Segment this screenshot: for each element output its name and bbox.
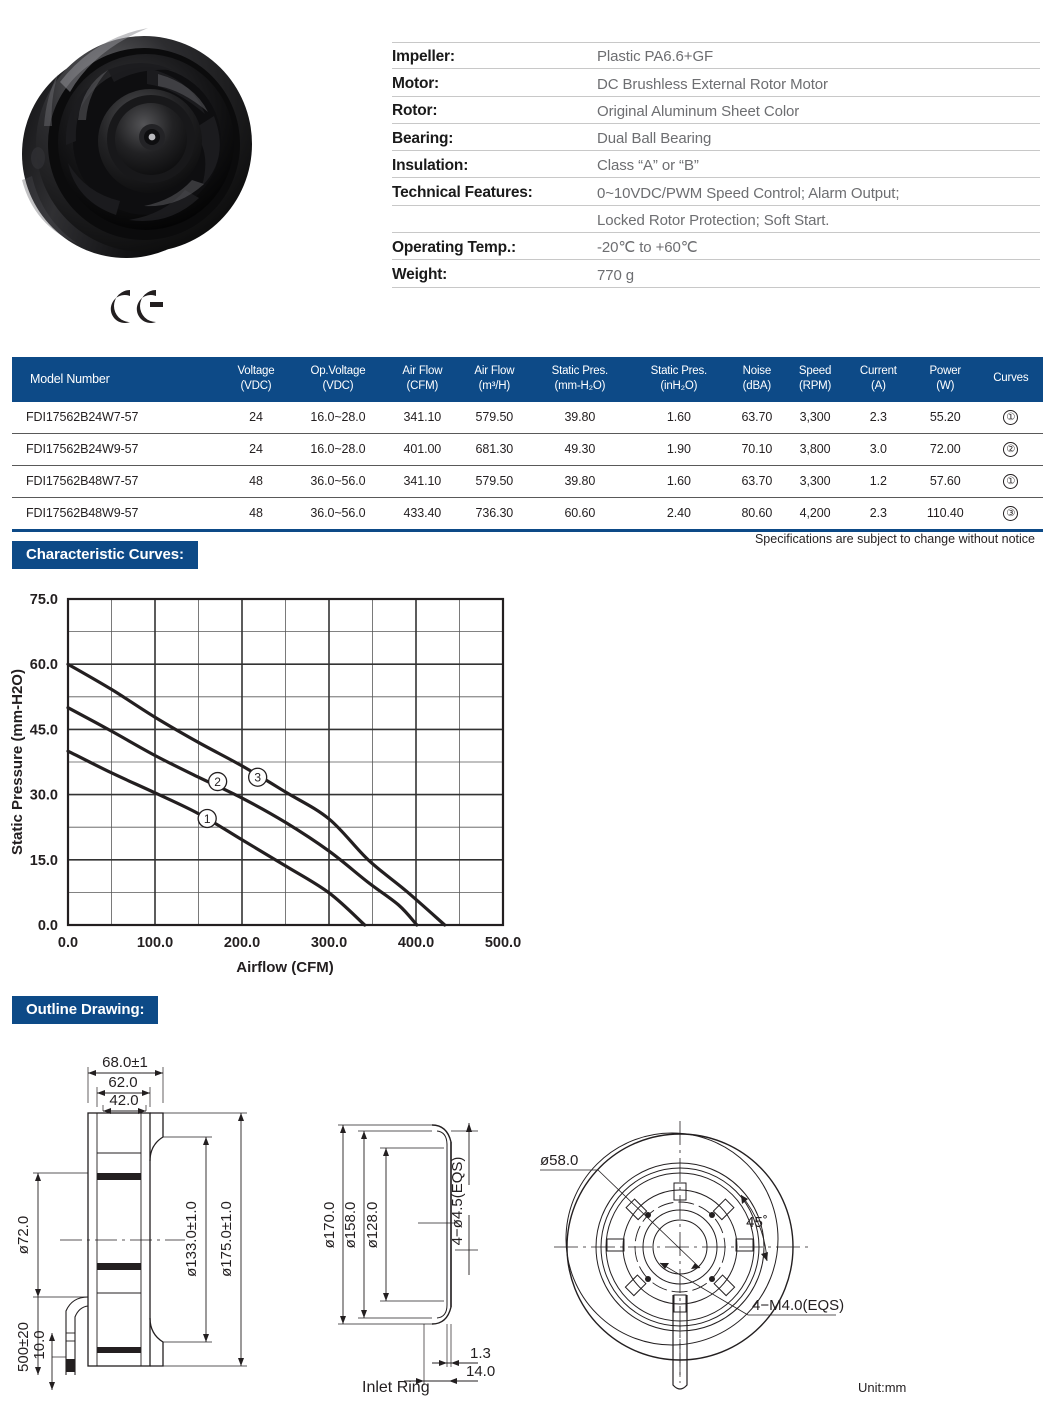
cell-curve — [979, 433, 1043, 465]
dim-d72: ø72.0 — [15, 1215, 32, 1255]
spec-row — [392, 233, 1040, 260]
ce-mark-icon — [108, 285, 178, 327]
dim-4m4eqs: 4−M4.0(EQS) — [752, 1297, 845, 1314]
chart-x-tick: 100.0 — [136, 935, 174, 951]
dim-45deg: 45˚ — [746, 1214, 768, 1231]
outline-drawings — [0, 1025, 1043, 1427]
cell-airflow-cfm: 401.00 — [386, 433, 458, 465]
disclaimer-text: Specifications are subject to change without notice — [754, 532, 1035, 546]
section-header-characteristic-curves: Characteristic Curves: — [12, 541, 198, 569]
cell-speed: 3,300 — [785, 402, 844, 434]
spec-label: Rotor: — [392, 102, 438, 120]
model-data-table — [12, 357, 1043, 532]
spec-label — [392, 228, 597, 232]
dim-d158: ø158.0 — [342, 1201, 359, 1249]
spec-row — [392, 42, 1040, 69]
cell-noise: 63.70 — [728, 465, 785, 497]
cell-current: 3.0 — [845, 433, 912, 465]
spec-value: 770 g — [597, 266, 635, 284]
dim-d128: ø128.0 — [364, 1201, 381, 1249]
col-noise: Noise (dBA) — [728, 357, 785, 402]
chart-y-tick: 30.0 — [29, 787, 58, 804]
chart-curve-markers — [198, 768, 266, 827]
dim-42: 42.0 — [109, 1092, 139, 1109]
chart-x-tick: 300.0 — [310, 935, 348, 951]
spec-value: Dual Ball Bearing — [597, 130, 712, 148]
spec-value: Original Aluminum Sheet Color — [597, 102, 800, 120]
dim-13: 1.3 — [470, 1345, 491, 1362]
cell-sp-mm: 39.80 — [530, 465, 629, 497]
cell-airflow-cfm: 341.10 — [386, 465, 458, 497]
specification-table — [392, 42, 1040, 288]
cell-voltage: 48 — [222, 465, 289, 497]
cell-noise: 63.70 — [728, 402, 785, 434]
fan-product-image — [8, 8, 308, 280]
inlet-ring-caption: Inlet Ring — [362, 1379, 430, 1396]
col-curves: Curves — [979, 357, 1043, 402]
spec-label: Impeller: — [392, 47, 455, 65]
chart-y-tick: 75.0 — [29, 592, 58, 608]
table-row — [12, 497, 1043, 530]
table-row — [12, 402, 1043, 434]
chart-y-tick: 0.0 — [37, 918, 58, 934]
col-power: Power (W) — [912, 357, 979, 402]
chart-y-tick: 15.0 — [29, 852, 58, 869]
cell-sp-in: 2.40 — [629, 497, 728, 530]
chart-y-tick-labels — [30, 592, 58, 934]
cell-model: FDI17562B24W7-57 — [12, 402, 222, 434]
spec-label: Motor: — [392, 75, 440, 93]
dim-d175: ø175.0±1.0 — [218, 1201, 235, 1277]
cell-sp-mm: 49.30 — [530, 433, 629, 465]
spec-row — [392, 124, 1040, 151]
curve-marker: ① — [1003, 410, 1018, 425]
spec-row — [392, 178, 1040, 205]
drawing-side-view — [15, 1054, 247, 1390]
curve-marker: ① — [1003, 474, 1018, 489]
cell-airflow-cfm: 433.40 — [386, 497, 458, 530]
cell-airflow-m3h: 579.50 — [458, 402, 530, 434]
col-airflow-cfm: Air Flow (CFM) — [386, 357, 458, 402]
chart-x-tick: 200.0 — [223, 935, 261, 951]
dim-4x45eqs: 4−ø4.5(EQS) — [449, 1156, 466, 1246]
cell-speed: 3,800 — [785, 433, 844, 465]
spec-label: Bearing: — [392, 129, 454, 147]
col-airflow-m3h: Air Flow (m³/H) — [458, 357, 530, 402]
cell-airflow-cfm: 341.10 — [386, 402, 458, 434]
spec-label: Weight: — [392, 266, 448, 284]
spec-value: 0~10VDC/PWM Speed Control; Alarm Output; — [597, 184, 900, 202]
table-row — [12, 465, 1043, 497]
col-op-voltage: Op.Voltage (VDC) — [290, 357, 387, 402]
col-voltage: Voltage (VDC) — [222, 357, 289, 402]
dim-10: 10.0 — [31, 1330, 48, 1360]
spec-label: Operating Temp.: — [392, 238, 516, 256]
spec-value: Plastic PA6.6+GF — [597, 48, 714, 66]
cell-op-voltage: 16.0~28.0 — [290, 433, 387, 465]
cell-speed: 3,300 — [785, 465, 844, 497]
cell-power: 72.00 — [912, 433, 979, 465]
chart-y-tick: 45.0 — [29, 722, 58, 739]
cell-model: FDI17562B48W9-57 — [12, 497, 222, 530]
curve-marker: ③ — [1003, 506, 1018, 521]
cell-curve — [979, 497, 1043, 530]
chart-curve-label: 3 — [254, 770, 262, 785]
unit-note: Unit:mm — [858, 1380, 907, 1395]
cell-op-voltage: 16.0~28.0 — [290, 402, 387, 434]
col-speed: Speed (RPM) — [785, 357, 844, 402]
col-current: Current (A) — [845, 357, 912, 402]
chart-x-tick: 0.0 — [57, 935, 79, 951]
cell-airflow-m3h: 579.50 — [458, 465, 530, 497]
spec-label: Technical Features: — [392, 184, 533, 202]
chart-gridlines — [68, 599, 503, 925]
drawing-inlet-ring — [321, 1123, 495, 1385]
cell-sp-mm: 60.60 — [530, 497, 629, 530]
spec-value: Locked Rotor Protection; Soft Start. — [597, 212, 830, 230]
cell-power: 110.40 — [912, 497, 979, 530]
chart-curve-label: 2 — [214, 775, 221, 790]
cell-curve — [979, 402, 1043, 434]
dim-d133: ø133.0±1.0 — [183, 1201, 200, 1277]
cell-sp-in: 1.60 — [629, 402, 728, 434]
chart-x-tick: 500.0 — [484, 935, 522, 951]
cell-voltage: 24 — [222, 402, 289, 434]
cell-curve — [979, 465, 1043, 497]
cell-op-voltage: 36.0~56.0 — [290, 465, 387, 497]
dim-14: 14.0 — [466, 1363, 496, 1380]
chart-y-tick: 60.0 — [29, 657, 58, 674]
dim-500: 500±20 — [15, 1322, 32, 1372]
spec-value: Class “A” or “B” — [597, 157, 699, 175]
cell-current: 2.3 — [845, 402, 912, 434]
dim-62: 62.0 — [108, 1074, 138, 1091]
col-model-number: Model Number — [12, 357, 222, 402]
cell-speed: 4,200 — [785, 497, 844, 530]
curve-marker: ② — [1003, 442, 1018, 457]
cell-noise: 70.10 — [728, 433, 785, 465]
cell-op-voltage: 36.0~56.0 — [290, 497, 387, 530]
chart-curve-label: 1 — [203, 812, 211, 827]
spec-row-continuation — [392, 206, 1040, 233]
spec-value: DC Brushless External Rotor Motor — [597, 75, 828, 93]
cell-airflow-m3h: 681.30 — [458, 433, 530, 465]
cell-airflow-m3h: 736.30 — [458, 497, 530, 530]
cell-voltage: 48 — [222, 497, 289, 530]
spec-row — [392, 69, 1040, 96]
col-static-pressure-in: Static Pres. (inH₂O) — [629, 357, 728, 402]
spec-row — [392, 97, 1040, 124]
product-photo-block — [0, 0, 380, 340]
cell-power: 55.20 — [912, 402, 979, 434]
cell-voltage: 24 — [222, 433, 289, 465]
cell-model: FDI17562B24W9-57 — [12, 433, 222, 465]
col-static-pressure-mm: Static Pres. (mm-H₂O) — [530, 357, 629, 402]
chart-y-axis-label: Static Pressure (mm-H2O) — [9, 669, 26, 855]
spec-value: -20℃ to +60℃ — [597, 239, 698, 257]
cell-sp-in: 1.90 — [629, 433, 728, 465]
drawing-front-view — [540, 1121, 844, 1389]
section-header-outline-drawing: Outline Drawing: — [12, 996, 158, 1024]
spec-row — [392, 260, 1040, 287]
chart-x-tick-labels — [58, 935, 521, 951]
cell-current: 1.2 — [845, 465, 912, 497]
dim-d170: ø170.0 — [321, 1201, 338, 1249]
cell-current: 2.3 — [845, 497, 912, 530]
table-row — [12, 433, 1043, 465]
chart-x-axis-label: Airflow (CFM) — [236, 959, 334, 976]
cell-sp-in: 1.60 — [629, 465, 728, 497]
table-header-row — [12, 357, 1043, 402]
characteristic-curves-chart — [0, 580, 560, 980]
cell-noise: 80.60 — [728, 497, 785, 530]
cell-model: FDI17562B48W7-57 — [12, 465, 222, 497]
chart-x-tick: 400.0 — [397, 935, 435, 951]
cell-sp-mm: 39.80 — [530, 402, 629, 434]
dim-d58: ø58.0 — [540, 1152, 579, 1169]
dim-68: 68.0±1 — [102, 1054, 148, 1071]
cell-power: 57.60 — [912, 465, 979, 497]
spec-label: Insulation: — [392, 156, 469, 174]
spec-row — [392, 151, 1040, 178]
